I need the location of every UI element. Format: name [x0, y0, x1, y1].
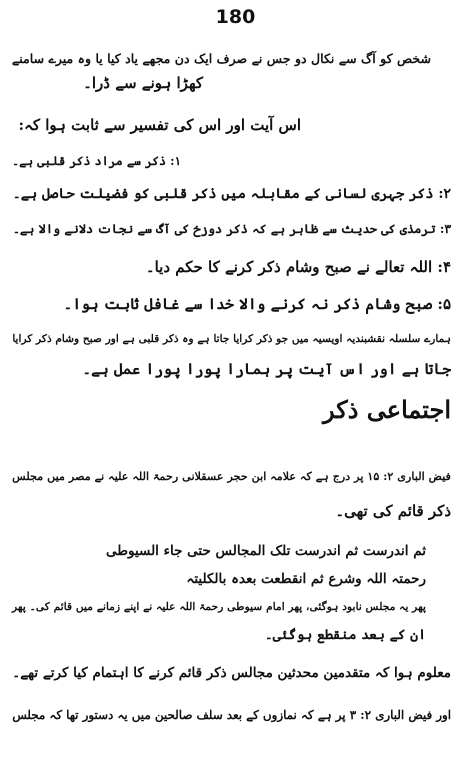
- text-line: اس آیت اور اس کی تفسیر سے ثابت ہوا کہ:: [18, 116, 301, 134]
- text-line: کھڑا ہونے سے ڈرا۔: [83, 74, 203, 92]
- text-line: ذکر قائم کی تھی۔: [335, 502, 451, 520]
- text-line: جاتا ہے اور اس آیت پر ہمارا پورا پورا عمل ہے۔: [82, 360, 451, 378]
- text-line: ۳: ترمذی کی حدیث سے ظاہر ہے کہ ذکر دوزخ کی آگ سے نجات دلانے والا ہے۔: [12, 221, 451, 236]
- text-line: معلوم ہوا کہ متقدمین محدثین مجالس ذکر قائم کرنے کا اہتمام کیا کرتے تھے۔: [12, 665, 451, 681]
- section-heading: اجتماعی ذکر: [323, 395, 451, 424]
- text-line: ان کے بعد منقطع ہوگئی۔: [264, 627, 426, 643]
- text-line: فیض الباری ۲: ۱۵ پر درج ہے کہ علامہ ابن حجر عسقلانی رحمۃ اللہ علیہ نے مصر میں مجلس: [12, 470, 451, 483]
- text-line: پھر یہ مجلس نابود ہوگئی، پھر امام سیوطی رحمۃ اللہ علیہ نے اپنے زمانے میں قائم کی۔ پھر: [12, 600, 426, 613]
- text-line: ہمارے سلسلہ نقشبندیہ اویسیہ میں جو ذکر کرایا جاتا ہے وہ ذکر قلبی ہے اور صبح وشام ذکر کرایا: [12, 332, 451, 345]
- page-number: 180: [215, 6, 256, 28]
- text-line: ۴: اللہ تعالے نے صبح وشام ذکر کرنے کا حکم دیا۔: [145, 258, 451, 276]
- text-line: ۵: صبح وشام ذکر نہ کرنے والا خدا سے غافل ثابت ہوا۔: [63, 295, 451, 313]
- arabic-quote-line: رحمتہ اللہ وشرع ثم انقطعت بعدہ بالکلیتہ: [186, 571, 426, 587]
- text-line: ۱: ذکر سے مراد ذکر قلبی ہے۔: [12, 154, 181, 168]
- text-line: شخص کو آگ سے نکال دو جس نے صرف ایک دن مجھے یاد کیا یا وہ میرے سامنے: [11, 51, 431, 66]
- text-line: اور فیض الباری ۲: ۳ پر ہے کہ نمازوں کے بعد سلف صالحین میں یہ دستور تھا کہ مجلس: [12, 708, 451, 722]
- text-line: ۲: ذکر جہری لسانی کے مقابلہ میں ذکر قلبی کو فضیلت حاصل ہے۔: [12, 186, 451, 202]
- arabic-quote-line: ثم اندرست ثم اندرست تلک المجالس حتی جاء السیوطی: [105, 543, 426, 559]
